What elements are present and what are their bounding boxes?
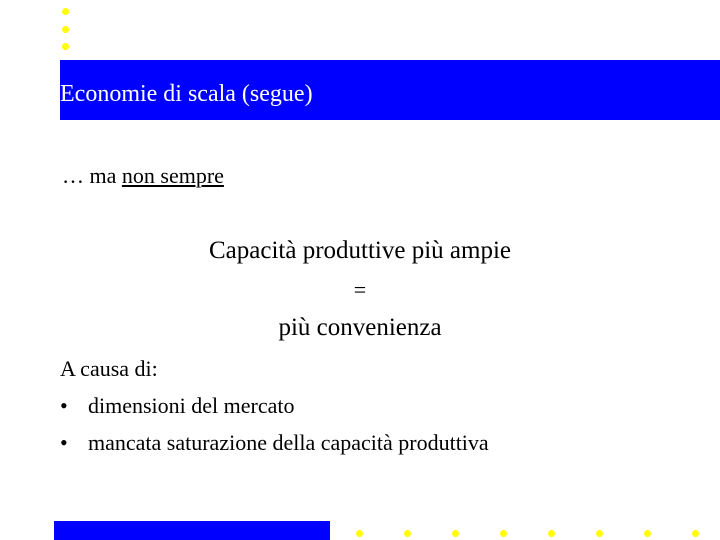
decor-dot bbox=[62, 43, 69, 50]
statement-line-2: più convenienza bbox=[278, 314, 442, 341]
list-item bbox=[60, 430, 489, 456]
decor-dot bbox=[62, 26, 69, 33]
slide-title: Economie di scala (segue) bbox=[60, 81, 313, 107]
decor-dot bbox=[644, 530, 651, 537]
decor-dot bbox=[500, 530, 507, 537]
decor-dot bbox=[62, 8, 69, 15]
decor-dot bbox=[404, 530, 411, 537]
list-item-text: dimensioni del mercato bbox=[88, 393, 295, 418]
decor-dot bbox=[452, 530, 459, 537]
subtitle-underlined: non sempre bbox=[121, 163, 224, 188]
statement-line-1: Capacità produttive più ampie bbox=[209, 237, 511, 264]
causes-heading: A causa di: bbox=[60, 356, 158, 381]
bullet-icon: • bbox=[60, 430, 68, 455]
decor-dot bbox=[548, 530, 555, 537]
decor-dot bbox=[356, 530, 363, 537]
bullet-icon: • bbox=[60, 393, 68, 418]
list-item bbox=[60, 393, 295, 419]
footer-bar bbox=[54, 521, 330, 540]
slide-subtitle bbox=[62, 163, 224, 189]
decor-dot bbox=[692, 530, 699, 537]
decor-dot bbox=[596, 530, 603, 537]
subtitle-prefix: … ma bbox=[62, 163, 122, 188]
statement-equals: = bbox=[353, 277, 367, 302]
list-item-text: mancata saturazione della capacità produttiva bbox=[88, 430, 489, 455]
